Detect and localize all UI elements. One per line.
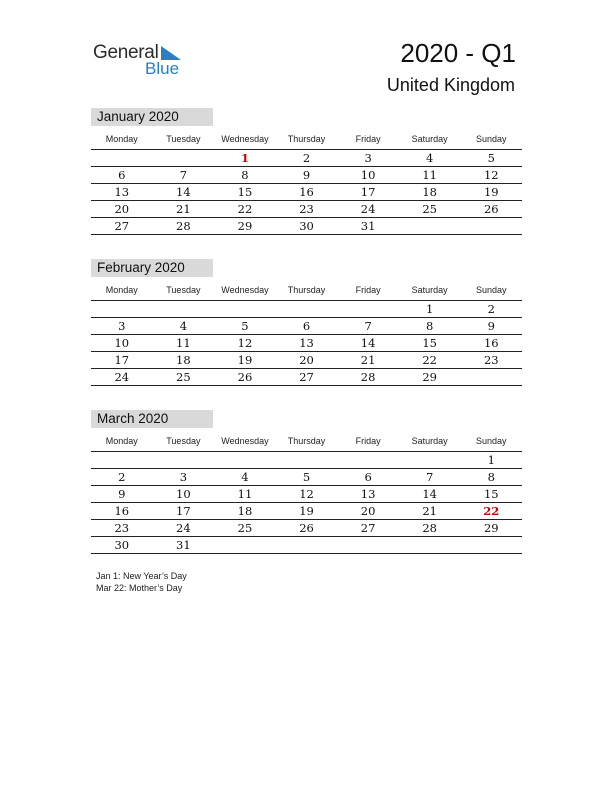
month-title: January 2020	[91, 108, 213, 126]
day-cell: 8	[426, 319, 434, 333]
weekday-label: Monday	[105, 134, 138, 144]
day-cell: 5	[241, 319, 249, 333]
weekday-header	[91, 133, 522, 150]
day-cell: 27	[360, 521, 376, 535]
weekday-header	[91, 284, 522, 301]
day-cell: 3	[364, 151, 372, 165]
weekday-label: Sunday	[475, 285, 507, 295]
day-cell: 19	[483, 185, 499, 199]
month-title: February 2020	[91, 259, 213, 277]
day-cell: 17	[360, 185, 376, 199]
day-cell: 3	[118, 319, 126, 333]
day-cell: 5	[487, 151, 495, 165]
day-cell	[214, 452, 276, 468]
day-cell: 13	[114, 185, 130, 199]
weekday-label: Friday	[355, 436, 381, 446]
day-cell: 22	[237, 202, 253, 216]
weekday-label: Thursday	[287, 134, 326, 144]
month-title: March 2020	[91, 410, 213, 428]
month-weeks	[91, 452, 522, 554]
day-cell: 4	[179, 319, 188, 333]
week-row	[91, 503, 522, 520]
weekday-label: Tuesday	[166, 436, 201, 446]
day-cell: 21	[176, 202, 191, 216]
day-cell: 20	[360, 504, 376, 518]
day-cell: 24	[360, 202, 376, 216]
week-row	[91, 352, 522, 369]
logo-triangle-icon	[161, 46, 181, 60]
day-cell: 16	[114, 504, 130, 518]
month-weeks	[91, 150, 522, 235]
week-row	[91, 150, 522, 167]
week-row	[91, 537, 522, 554]
weekday-label: Saturday	[411, 285, 448, 295]
day-cell: 29	[237, 219, 253, 233]
day-cell: 6	[118, 168, 126, 182]
day-cell: 13	[299, 336, 314, 350]
day-cell: 26	[483, 202, 499, 216]
day-cell	[460, 218, 522, 234]
day-cell: 6	[364, 470, 372, 484]
holiday-note: Mar 22: Mother’s Day	[96, 583, 183, 593]
day-cell	[337, 452, 399, 468]
weekday-label: Monday	[105, 285, 138, 295]
day-cell: 6	[302, 319, 311, 333]
week-row	[91, 301, 522, 318]
day-cell: 21	[360, 353, 376, 367]
day-cell: 12	[237, 336, 253, 350]
day-cell	[91, 452, 153, 468]
weekday-label: Thursday	[287, 285, 326, 295]
week-row	[91, 184, 522, 201]
day-cell: 9	[302, 168, 311, 182]
day-cell: 11	[176, 336, 191, 350]
day-cell: 15	[422, 336, 437, 350]
weekday-label: Tuesday	[166, 285, 201, 295]
day-cell: 8	[241, 168, 249, 182]
day-cell: 19	[237, 353, 253, 367]
day-cell: 15	[237, 185, 253, 199]
day-cell: 23	[483, 353, 499, 367]
day-cell: 14	[422, 487, 437, 501]
day-cell	[399, 452, 461, 468]
day-cell: 19	[299, 504, 314, 518]
day-cell: 10	[176, 487, 191, 501]
holiday-notes	[96, 570, 187, 594]
day-cell: 14	[176, 185, 191, 199]
day-cell: 10	[360, 168, 376, 182]
day-cell	[153, 452, 215, 468]
generalblue-logo	[93, 40, 193, 80]
day-cell	[153, 150, 215, 166]
day-cell: 3	[179, 470, 188, 484]
holiday-note: Jan 1: New Year’s Day	[96, 571, 187, 581]
day-cell: 23	[299, 202, 314, 216]
day-cell: 16	[483, 336, 499, 350]
logo-word-blue: Blue	[145, 59, 180, 78]
week-row	[91, 486, 522, 503]
day-cell	[276, 452, 338, 468]
weekday-label: Monday	[105, 436, 138, 446]
day-cell	[214, 537, 276, 553]
logo-word-general: General	[93, 42, 159, 63]
day-cell: 1	[426, 302, 434, 316]
day-cell: 31	[360, 219, 376, 233]
day-cell: 5	[302, 470, 311, 484]
day-cell	[153, 301, 215, 317]
day-cell: 29	[483, 521, 499, 535]
day-cell: 1	[487, 453, 495, 467]
day-cell	[214, 301, 276, 317]
day-cell: 14	[360, 336, 376, 350]
day-cell: 15	[483, 487, 499, 501]
weekday-label: Wednesday	[221, 285, 269, 295]
day-cell: 29	[422, 370, 437, 384]
page-title: 2020 - Q1	[400, 38, 516, 68]
week-row	[91, 318, 522, 335]
day-cell: 27	[114, 219, 130, 233]
day-cell: 31	[176, 538, 191, 552]
day-cell: 7	[179, 168, 188, 182]
day-cell: 11	[422, 168, 437, 182]
day-cell	[337, 537, 399, 553]
day-cell: 28	[360, 370, 376, 384]
weekday-label: Friday	[355, 285, 381, 295]
day-cell: 9	[487, 319, 495, 333]
day-cell	[337, 301, 399, 317]
day-cell	[91, 301, 153, 317]
weekday-label: Sunday	[475, 134, 507, 144]
day-cell: 12	[299, 487, 314, 501]
month-march	[91, 410, 522, 554]
day-cell	[399, 218, 461, 234]
day-cell: 4	[426, 151, 434, 165]
day-cell: 17	[114, 353, 130, 367]
week-row	[91, 520, 522, 537]
day-cell: 2	[487, 302, 495, 316]
weekday-label: Wednesday	[221, 134, 269, 144]
week-row	[91, 167, 522, 184]
week-row	[91, 335, 522, 352]
day-cell	[91, 150, 153, 166]
day-cell: 22	[422, 353, 437, 367]
day-cell	[460, 537, 522, 553]
day-cell: 13	[360, 487, 376, 501]
day-cell	[399, 537, 461, 553]
day-cell: 27	[299, 370, 314, 384]
day-cell: 4	[241, 470, 249, 484]
day-cell: 25	[422, 202, 437, 216]
day-cell: 28	[176, 219, 191, 233]
week-row	[91, 218, 522, 235]
weekday-label: Tuesday	[166, 134, 201, 144]
month-february	[91, 259, 522, 386]
day-cell: 24	[114, 370, 130, 384]
day-cell: 7	[364, 319, 372, 333]
day-cell: 16	[299, 185, 314, 199]
day-cell: 8	[487, 470, 495, 484]
day-cell: 20	[299, 353, 314, 367]
weekday-label: Wednesday	[221, 436, 269, 446]
holiday-day-cell: 22	[483, 504, 500, 518]
day-cell	[276, 537, 338, 553]
weekday-label: Friday	[355, 134, 381, 144]
holiday-day-cell: 1	[240, 151, 249, 165]
week-row	[91, 201, 522, 218]
country-label: United Kingdom	[386, 75, 515, 95]
day-cell: 17	[176, 504, 191, 518]
day-cell: 2	[302, 151, 311, 165]
day-cell: 10	[114, 336, 130, 350]
day-cell	[460, 369, 522, 385]
day-cell	[276, 301, 338, 317]
day-cell: 18	[176, 353, 191, 367]
day-cell: 25	[237, 521, 253, 535]
weekday-label: Saturday	[411, 436, 448, 446]
day-cell: 18	[237, 504, 253, 518]
week-row	[91, 452, 522, 469]
day-cell: 18	[422, 185, 437, 199]
week-row	[91, 469, 522, 486]
weekday-label: Thursday	[287, 436, 326, 446]
day-cell: 11	[237, 487, 253, 501]
day-cell: 30	[299, 219, 314, 233]
day-cell: 7	[426, 470, 434, 484]
month-weeks	[91, 301, 522, 386]
day-cell: 25	[176, 370, 191, 384]
weekday-label: Sunday	[475, 436, 507, 446]
weekday-header	[91, 435, 522, 452]
day-cell: 2	[118, 470, 126, 484]
day-cell: 20	[114, 202, 130, 216]
day-cell: 28	[422, 521, 437, 535]
day-cell: 26	[299, 521, 314, 535]
week-row	[91, 369, 522, 386]
day-cell: 24	[176, 521, 191, 535]
day-cell: 23	[114, 521, 130, 535]
day-cell: 26	[237, 370, 253, 384]
day-cell: 12	[483, 168, 499, 182]
day-cell: 30	[114, 538, 130, 552]
day-cell: 21	[422, 504, 437, 518]
day-cell: 9	[118, 487, 126, 501]
month-january	[91, 108, 522, 235]
weekday-label: Saturday	[411, 134, 448, 144]
